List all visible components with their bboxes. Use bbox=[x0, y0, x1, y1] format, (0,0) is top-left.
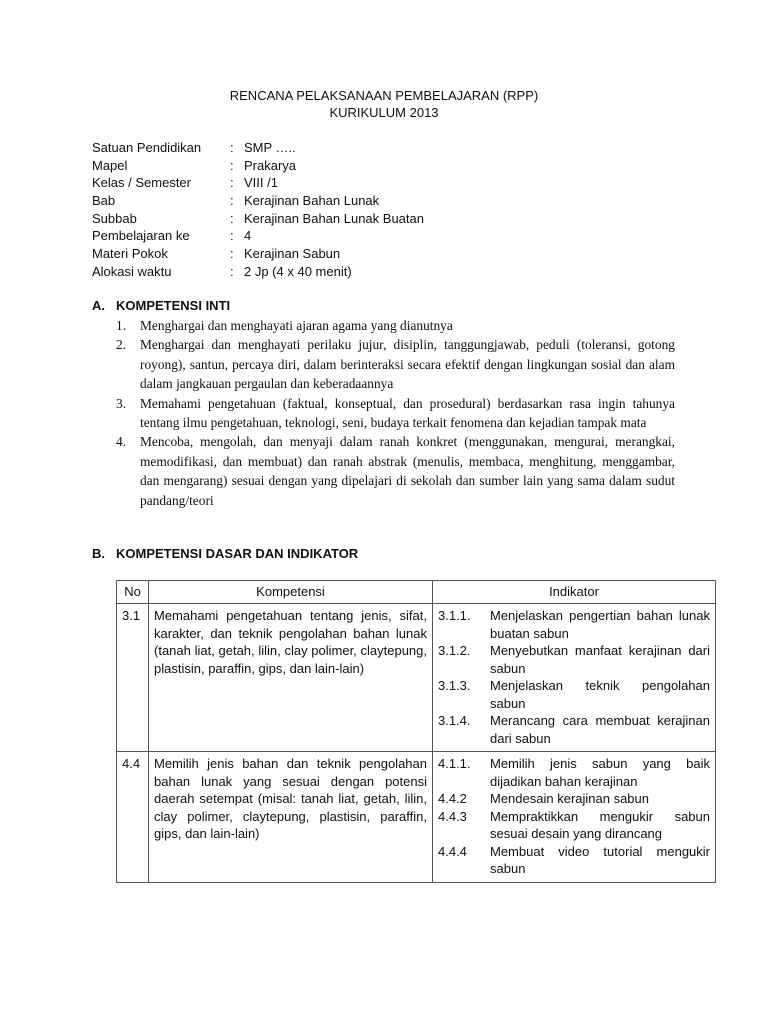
info-value: Kerajinan Bahan Lunak bbox=[244, 193, 380, 209]
cell-kompetensi bbox=[149, 604, 433, 752]
header-kompetensi: Kompetensi bbox=[149, 581, 433, 604]
indikator-item bbox=[438, 790, 710, 808]
indikator-code: 3.1.2. bbox=[438, 643, 471, 658]
kompetensi-text: Memahami pengetahuan tentang jenis, sifat, karakter, dan teknik pengolahan bahan lunak (tanah liat, getah, lilin, clay polimer, claytepung, plastisin, paraffin, gips, dan lain-lain) bbox=[154, 608, 427, 676]
info-value: Kerajinan Bahan Lunak Buatan bbox=[244, 210, 424, 226]
info-colon: : bbox=[230, 140, 234, 155]
indikator-code: 3.1.4. bbox=[438, 713, 471, 728]
info-colon: : bbox=[230, 228, 234, 244]
header-no: No bbox=[117, 581, 149, 604]
list-number: 2. bbox=[116, 337, 127, 353]
info-colon: : bbox=[230, 175, 234, 191]
info-colon: : bbox=[230, 193, 234, 209]
table-row bbox=[117, 752, 716, 883]
info-label: Satuan Pendidikan bbox=[92, 140, 202, 155]
indikator-item bbox=[438, 755, 710, 790]
indikator-text: Merancang cara membuat kerajinan dari sabun bbox=[490, 713, 710, 746]
list-text: Menghargai dan menghayati ajaran agama yang dianutnya bbox=[140, 318, 453, 333]
kompetensi-text: Memilih jenis bahan dan teknik pengolahan bahan lunak yang sesuai dengan potensi daerah setempat (misal: tanah liat, getah, lilin, clay polimer, claytepung, plastisin, paraffin, gips, dan lain-lain) bbox=[154, 756, 427, 841]
info-value: 2 Jp (4 x 40 menit) bbox=[244, 263, 352, 279]
section-heading-kompetensi-dasar bbox=[92, 545, 358, 563]
header-indikator: Indikator bbox=[433, 581, 716, 604]
indikator-text: Menyebutkan manfaat kerajinan dari sabun bbox=[490, 643, 710, 676]
cell-kompetensi bbox=[149, 752, 433, 883]
info-colon: : bbox=[230, 210, 234, 226]
indikator-text: Membuat video tutorial mengukir sabun bbox=[490, 843, 710, 876]
list-number: 4. bbox=[116, 434, 127, 450]
section-title: KOMPETENSI INTI bbox=[116, 298, 231, 313]
info-label: Alokasi waktu bbox=[92, 263, 172, 279]
indikator-item bbox=[438, 607, 710, 642]
indikator-item bbox=[438, 642, 710, 677]
table-header-row bbox=[117, 581, 716, 604]
kompetensi-dasar-table bbox=[116, 580, 716, 883]
list-text: Menghargai dan menghayati perilaku jujur, disiplin, tanggungjawab, peduli (toleransi, gotong royong), santun, percaya diri, dalam berinteraksi secara efektif dengan lingkungan sosial dan alam dalam jangkauan pergaulan dan keberadaannya bbox=[140, 337, 675, 392]
indikator-item bbox=[438, 712, 710, 747]
info-value: Kerajinan Sabun bbox=[244, 246, 341, 262]
list-text: Memahami pengetahuan (faktual, konseptual, dan prosedural) berdasarkan rasa ingin tahunya tentang ilmu pengetahuan, teknologi, seni, budaya terkait fenomena dan kejadian tampak mata bbox=[140, 395, 675, 431]
list-item bbox=[116, 316, 675, 335]
indikator-code: 4.4.3 bbox=[438, 808, 467, 824]
info-value: SMP ….. bbox=[244, 140, 296, 155]
list-item bbox=[116, 394, 675, 433]
section-letter: A. bbox=[92, 298, 105, 313]
info-label: Kelas / Semester bbox=[92, 175, 191, 191]
document-title: RENCANA PELAKSANAAN PEMBELAJARAN (RPP) bbox=[229, 88, 539, 103]
info-label: Pembelajaran ke bbox=[92, 228, 190, 244]
indikator-item bbox=[438, 677, 710, 712]
list-item bbox=[116, 335, 675, 393]
indikator-code: 4.4.4 bbox=[438, 843, 467, 859]
table-row bbox=[117, 604, 716, 752]
list-item bbox=[116, 432, 675, 510]
section-letter: B. bbox=[92, 546, 105, 561]
list-number: 3. bbox=[116, 395, 127, 411]
info-colon: : bbox=[230, 246, 234, 262]
info-label: Mapel bbox=[92, 157, 128, 173]
info-colon: : bbox=[230, 157, 234, 173]
info-value: 4 bbox=[244, 228, 252, 244]
cell-indikator bbox=[433, 604, 716, 752]
list-text: Mencoba, mengolah, dan menyaji dalam ranah konkret (menggunakan, mengurai, merangkai, memodifikasi, dan membuat) dan ranah abstrak (menulis, membaca, menghitung, menggambar, dan mengarang) sesuai dengan yang dipelajari di sekolah dan sumber lain yang sama dalam sudut pandang/teori bbox=[140, 434, 675, 508]
indikator-item bbox=[438, 843, 710, 878]
info-label: Subbab bbox=[92, 210, 137, 226]
indikator-code: 4.4.2 bbox=[438, 791, 467, 806]
info-value: VIII /1 bbox=[244, 175, 278, 191]
info-label: Bab bbox=[92, 193, 116, 209]
section-heading-kompetensi-inti bbox=[92, 297, 230, 315]
info-label: Materi Pokok bbox=[92, 246, 168, 262]
indikator-text: Menjelaskan pengertian bahan lunak buatan sabun bbox=[490, 608, 710, 641]
indikator-text: Menjelaskan teknik pengolahan sabun bbox=[490, 678, 710, 711]
indikator-text: Mempraktikkan mengukir sabun sesuai desain yang dirancang bbox=[490, 808, 710, 841]
cell-no: 3.1 bbox=[117, 604, 149, 752]
cell-indikator bbox=[433, 752, 716, 883]
cell-no: 4.4 bbox=[117, 752, 149, 883]
list-number: 1. bbox=[116, 318, 127, 333]
kompetensi-inti-list bbox=[116, 316, 675, 510]
indikator-code: 3.1.3. bbox=[438, 678, 471, 693]
indikator-text: Memilih jenis sabun yang baik dijadikan bahan kerajinan bbox=[490, 756, 710, 789]
indikator-code: 3.1.1. bbox=[438, 608, 471, 623]
indikator-item bbox=[438, 808, 710, 843]
document-subtitle: KURIKULUM 2013 bbox=[329, 105, 439, 120]
info-colon: : bbox=[230, 263, 234, 279]
info-value: Prakarya bbox=[244, 157, 297, 173]
indikator-code: 4.1.1. bbox=[438, 756, 471, 771]
section-title: KOMPETENSI DASAR DAN INDIKATOR bbox=[116, 546, 359, 561]
indikator-text: Mendesain kerajinan sabun bbox=[490, 791, 649, 806]
